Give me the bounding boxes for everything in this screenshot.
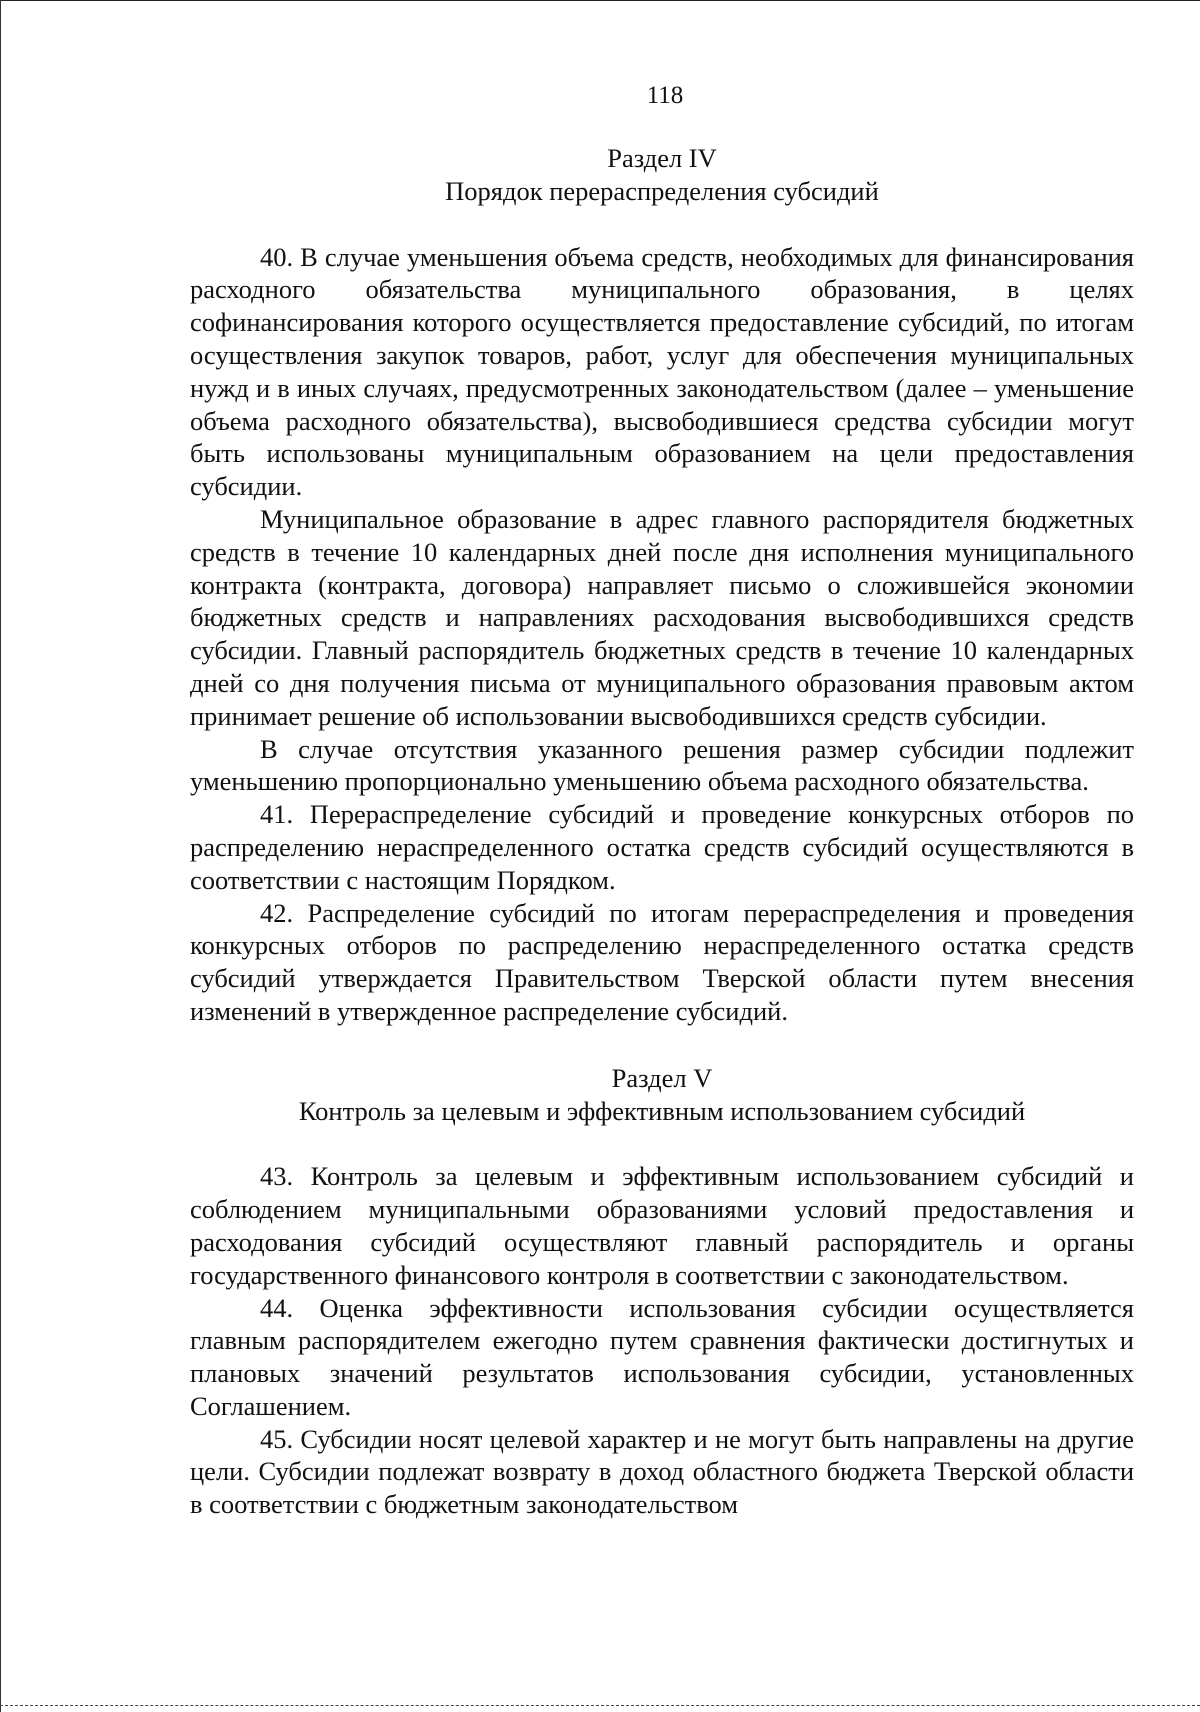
scan-edge-bottom	[0, 1705, 1200, 1707]
section-4-heading: Раздел IV	[607, 143, 717, 173]
scan-edge-top	[0, 0, 1200, 1]
page-number: 118	[646, 82, 684, 109]
paragraph-42: 42. Распределение субсидий по итогам перераспределения и проведения конкурсных отборов по распределению нераспределенного остатка средств субсидий утверждается Правительством Тверской области путем внесения изменений в утвержденное распределение субсидий.	[190, 897, 1134, 1026]
section-5-subtitle: Контроль за целевым и эффективным использованием субсидий	[298, 1095, 1026, 1126]
paragraph-43: 43. Контроль за целевым и эффективным использованием субсидий и соблюдением муниципальными образованиями условий предоставления и расходования субсидий осуществляют главный распорядитель и органы государственного финансового контроля в соответствии с законодательством.	[190, 1161, 1134, 1290]
paragraph-41: 41. Перераспределение субсидий и проведение конкурсных отборов по распределению нераспределенного остатка средств субсидий осуществляются в соответствии с настоящим Порядком.	[190, 799, 1134, 895]
paragraph-45: 45. Субсидии носят целевой характер и не могут быть направлены на другие цели. Субсидии подлежат возврату в доход областного бюджета Тверской области в соответствии с бюджетным законодательством	[190, 1423, 1134, 1520]
paragraph-40-2: Муниципальное образование в адрес главного распорядителя бюджетных средств в течение 10 календарных дней после дня исполнения муниципального контракта (контракта, договора) направляет письмо о сложившейся экономии бюджетных средств и направлениях расходования высвободившихся средств субсидии. Главный распорядитель бюджетных средств в течение 10 календарных дней со дня получения письма от муниципального образования правовым актом принимает решение об использовании высвободившихся средств субсидии.	[190, 503, 1134, 731]
scan-edge-left	[0, 0, 1, 1712]
section-5-heading-block	[190, 1062, 1134, 1128]
section-4-subtitle: Порядок перераспределения субсидий	[445, 175, 879, 206]
paragraph-44: 44. Оценка эффективности использования субсидии осуществляется главным распорядителем ежегодно путем сравнения фактически достигнутых и плановых значений результатов использования субсидии, установленных Соглашением.	[190, 1292, 1134, 1421]
paragraph-40-3: В случае отсутствия указанного решения размер субсидии подлежит уменьшению пропорционально уменьшению объема расходного обязательства.	[190, 733, 1134, 797]
paragraph-40: 40. В случае уменьшения объема средств, необходимых для финансирования расходного обязательства муниципального образования, в целях софинансирования которого осуществляется предоставление субсидий, по итогам осуществления закупок товаров, работ, услуг для обеспечения муниципальных нужд и в иных случаях, предусмотренных законодательством (далее – уменьшение объема расходного обязательства), высвободившиеся средства субсидии могут быть использованы муниципальным образованием на цели предоставления субсидии.	[190, 241, 1134, 502]
section-5-heading: Раздел V	[611, 1062, 713, 1093]
section-4-heading-block	[190, 142, 1134, 208]
document-body	[190, 142, 1134, 1521]
